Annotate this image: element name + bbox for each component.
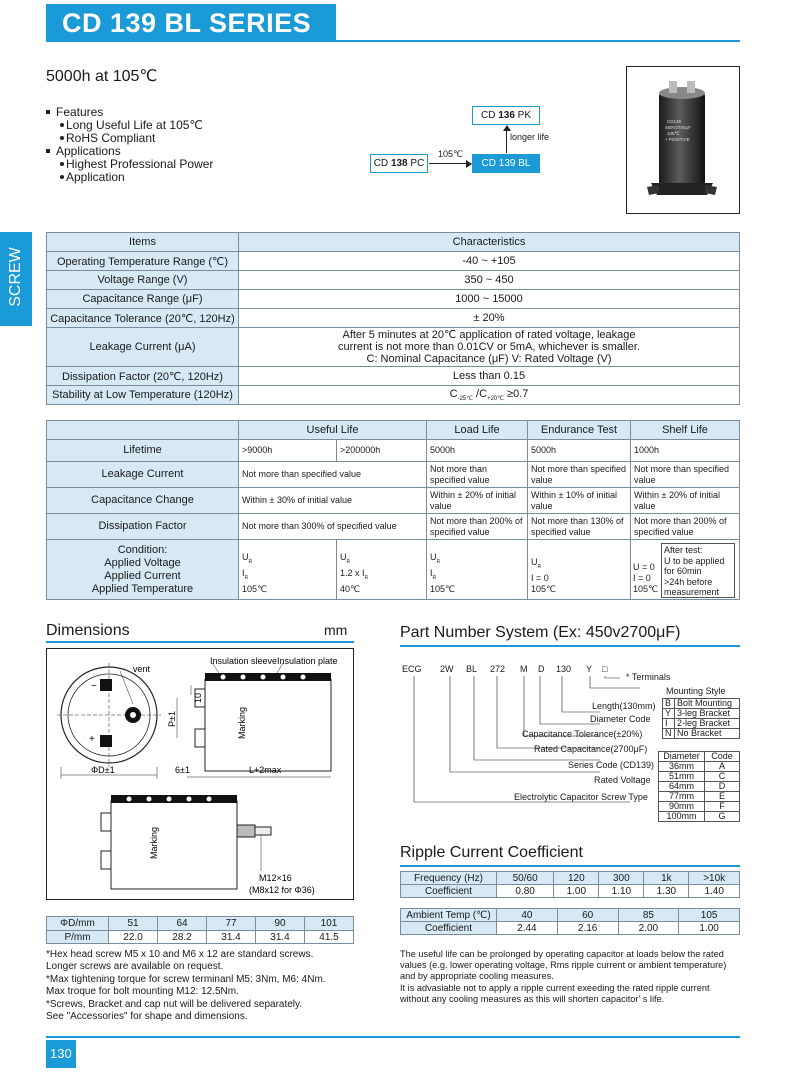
top-rule [46,40,740,42]
diameter-table [658,751,740,822]
spec-value: 1000 ~ 15000 [239,290,740,309]
application-text: Application [66,170,125,184]
mount-desc: No Bracket [675,729,740,739]
condition-label: Condition: [117,543,168,556]
life-cell: Not more than 300% of specified value [239,514,427,540]
dimensions-rule [46,641,354,643]
cond-t: 105℃ [430,584,456,594]
spec-item: Voltage Range (V) [47,271,239,290]
freq-label: Frequency (Hz) [401,872,497,885]
life-head: Endurance Test [528,421,631,440]
cond-i: I = 0 [633,573,651,583]
mount-desc: 2-leg Bracket [675,719,740,729]
note-line: and by appropriate cooling measures. [400,971,554,982]
marking-label: Marking [237,706,247,739]
dimension-table [46,916,354,944]
temp-cell: 60 [557,909,618,922]
subtitle: 5000h at 105℃ [46,68,158,85]
series-title-bar [46,4,336,40]
cond-sub: R [432,575,437,581]
spec-item: Stability at Low Temperature (120Hz) [47,386,239,405]
mount-code: I [663,719,675,729]
bullet-dot-icon [60,136,64,140]
life-cell: Not more than specified value [631,462,740,488]
side-tab-label: SCREW [7,247,24,307]
mounting-table [662,698,740,739]
after-test-line: measurement [664,587,720,597]
coef-cell: 1.30 [644,885,689,898]
life-cell: Not more than specified value [427,462,528,488]
feature-text: Long Useful Life at 105℃ [66,118,203,132]
cond-u: U [340,552,347,563]
life-cell: Within ± 20% of initial value [427,488,528,514]
bullet-dot-icon [60,162,64,166]
coef-cell: 1.00 [554,885,599,898]
photo-print: + POSITIVE [665,137,690,142]
spec-value: Less than 0.15 [239,367,740,386]
stab-value: ≥0.7 [503,387,529,400]
after-test-line: for 60min [664,566,702,576]
vent-label: vent [133,664,151,674]
leakage-line: C: Nominal Capacitance (μF) V: Rated Voltage (V) [366,353,612,365]
life-table [46,420,740,600]
insulation-sleeve-label: Insulation sleeve [210,656,278,666]
dia-code: E [705,792,740,802]
life-cell: >200000h [337,440,427,462]
life-head-blank [47,421,239,440]
bullet-square-icon [46,149,50,153]
temp-cell: 105 [679,909,740,922]
life-cell: 1000h [631,440,740,462]
flow-temp-label: 105℃ [438,149,464,159]
cond-i: I = 0 [531,573,549,583]
phi-cell: 64 [158,917,207,931]
product-photo [626,66,740,214]
dia-cell: 77mm [659,792,705,802]
p-cell: 28.2 [158,931,207,944]
applications-label: Applications [56,144,121,158]
p-cell: 31.4 [256,931,305,944]
dimensions-heading: Dimensions [46,622,130,639]
spec-item: Capacitance Tolerance (20℃, 120Hz) [47,309,239,328]
leakage-line: current is not more than 0.01CV or 5mA, whichever is smaller. [337,341,640,353]
stab-sub: +20℃ [487,396,504,403]
mount-code: B [663,699,675,709]
cond-sub: R [248,559,253,566]
dia-head: Diameter [659,752,705,762]
phid-label: ΦD±1 [91,765,115,775]
pn-series-code: Series Code (CD139) [568,760,655,770]
condition-label: Applied Temperature [91,582,194,595]
freq-cell: 50/60 [497,872,554,885]
pn-leader-lines [400,674,643,806]
p-cell: 31.4 [207,931,256,944]
cond-t: 105℃ [531,584,557,594]
photo-print: CD139 [667,119,682,124]
mount-desc: Bolt Mounting [675,699,740,709]
life-head: Load Life [427,421,528,440]
svg-text:−: − [91,681,97,692]
life-cell: Within ± 20% of initial value [631,488,740,514]
dia-cell: 51mm [659,772,705,782]
dimensions-unit: mm [324,622,348,638]
application-text: Highest Professional Power [66,157,214,171]
after-test-box [661,543,735,598]
flow-arrow-right [429,163,471,164]
phi-cell: 77 [207,917,256,931]
life-cell: Within ± 10% of initial value [528,488,631,514]
flow-box-cd139bl: CD 139 BL [472,154,540,173]
pn-code: ECG [402,664,422,674]
note-line: without any cooling measures as this will shorten capacitor' s life. [400,993,665,1004]
pn-length: Length(130mm) [592,701,656,711]
leakage-value [239,328,740,367]
stab-slash: /C [473,387,488,400]
longer-life-label: longer life [510,132,550,142]
phi-cell: 90 [256,917,305,931]
m12-label: M12×16 [259,873,292,883]
photo-print: 105℃ [667,131,680,136]
spec-item: Leakage Current (μA) [47,328,239,367]
bullet-square-icon [46,110,50,114]
freq-cell: >10k [689,872,740,885]
life-cell: Not more than 200% of specified value [631,514,740,540]
bullet-dot-icon [60,123,64,127]
spec-item: Dissipation Factor (20℃, 120Hz) [47,367,239,386]
ripple-temp-table [400,908,740,935]
freq-cell: 1k [644,872,689,885]
part-number-rule [400,645,740,647]
life-cell: Not more than specified value [528,462,631,488]
pn-ecs-type: Electrolytic Capacitor Screw Type [514,792,648,802]
pn-tolerance: Capacitance Tolerance(±20%) [522,729,643,739]
insulation-plate-label: Insulation plate [277,656,338,666]
coef-label: Coefficient [401,922,497,935]
phi-cell: 101 [305,917,354,931]
ten-label: 10 [193,692,203,703]
p-label-cell: P/mm [47,931,109,944]
mount-code: N [663,729,675,739]
flow-box-cd138pc [370,154,428,173]
cond-sub: R [436,559,441,566]
coef-cell: 1.10 [599,885,644,898]
life-cell: Not more than specified value [239,462,427,488]
cond-u: U = 0 [633,562,655,572]
pn-code: BL [466,664,478,674]
mounting-style-label: Mounting Style [666,686,726,696]
note-line: Max troque for bolt mounting M12: 12.5Nm. [46,986,239,998]
freq-cell: 120 [554,872,599,885]
freq-cell: 300 [599,872,644,885]
spec-item: Capacitance Range (μF) [47,290,239,309]
cond-sub: R [364,575,369,581]
condition-cell [337,540,427,600]
cond-u: U [531,557,538,568]
coef-cell: 1.40 [689,885,740,898]
after-test-line: U to be applied [664,555,725,566]
dia-code: G [705,812,740,822]
feature-text: RoHS Compliant [66,131,156,145]
pn-code: 130 [556,664,572,674]
temp-cell: 85 [618,909,679,922]
page-number-box [46,1040,76,1068]
terminals-label: * Terminals [626,672,671,682]
arrow-up-icon [503,125,511,131]
cond-sub: R [244,575,249,581]
features-label: Features [56,105,104,119]
flow-suffix: PK [514,110,532,121]
dia-code: C [705,772,740,782]
coef-cell: 0.80 [497,885,554,898]
condition-cell [239,540,337,600]
cond-t: 40℃ [340,584,361,594]
dia-code: A [705,762,740,772]
cond-u: U [242,552,249,563]
ripple-heading: Ripple Current Coefficient [400,844,583,861]
ripple-freq-table [400,871,740,898]
note-line: The useful life can be prolonged by operating capacitor at loads below the rated [400,949,724,959]
p-cell: 22.0 [109,931,158,944]
arrow-right-icon [466,160,472,168]
svg-text:+: + [89,734,95,745]
after-test-line: After test: [664,545,703,555]
temp-label: Ambient Temp (℃) [401,909,497,922]
life-row-label: Capacitance Change [47,488,239,514]
life-row-label: Lifetime [47,440,239,462]
flow-prefix: CD [373,158,391,169]
life-head: Shelf Life [631,421,740,440]
flow-suffix: PC [407,158,425,169]
series-title: CD 139 BL SERIES [62,8,312,38]
note-line: *Hex head screw M5 x 10 and M6 x 12 are standard screws. [46,949,314,960]
flow-prefix: CD [480,110,499,121]
dia-head: Code [705,752,740,762]
bottom-rule [46,1036,740,1038]
temp-coef-cell: 2.00 [618,922,679,935]
part-number-heading: Part Number System (Ex: 450v2700μF) [400,624,681,641]
side-tab [0,232,32,326]
application-item [60,171,125,184]
cond-sub: R [537,564,542,570]
shelf-cond [633,562,663,595]
dimension-drawing [46,648,354,900]
p-label: P±1 [167,711,177,727]
condition-cell [528,540,631,600]
spec-value: -40 ~ +105 [239,252,740,271]
pn-rated-cap: Rated Capacitance(2700μF) [534,744,648,754]
dia-cell: 90mm [659,802,705,812]
condition-label: Applied Current [104,569,181,582]
pn-rated-voltage: Rated Voltage [594,775,651,785]
temp-coef-cell: 2.16 [557,922,618,935]
condition-cell [427,540,528,600]
leakage-line: After 5 minutes at 20℃ application of rated voltage, leakage [342,329,636,341]
condition-labels [47,540,239,600]
marking-label-2: Marking [149,826,159,859]
stability-value [239,386,740,405]
ripple-notes [400,949,726,1005]
pn-code: □ [602,664,608,674]
note-line: values (e.g. lower operating voltage, Rms ripple current or ambient temperature) [400,960,727,971]
coef-label: Coefficient [401,885,497,898]
dia-cell: 100mm [659,812,705,822]
life-cell: Within ± 30% of initial value [239,488,427,514]
phi-cell: 51 [109,917,158,931]
cond-i: I [430,568,433,579]
dimension-notes [46,949,326,1023]
temp-cell: 40 [497,909,558,922]
life-row-label: Dissipation Factor [47,514,239,540]
dia-code: F [705,802,740,812]
note-line: Longer screws are available on request. [46,961,224,973]
cond-sub: R [346,559,351,566]
flow-num: 138 [390,158,408,169]
pn-code: 2W [440,664,454,674]
dia-code: D [705,782,740,792]
pn-diameter-code: Diameter Code [590,714,651,724]
cond-i: I [242,568,245,579]
note-line: *Screws, Bracket and cap nut will be delivered separately. [46,998,303,1010]
pn-code: M [520,664,528,674]
spec-table [46,232,740,405]
length-label: L+2max [249,765,282,775]
p-cell: 41.5 [305,931,354,944]
pn-code: Y [586,664,593,674]
condition-label: Applied Voltage [104,556,181,569]
after-test-line: >24h before [664,576,713,587]
spec-head-char: Characteristics [239,233,740,252]
page-number: 130 [50,1046,72,1061]
life-cell: >9000h [239,440,337,462]
pn-code: 272 [490,664,506,674]
m8-label: (M8x12 for Φ36) [249,885,315,895]
spec-head-items: Items [47,233,239,252]
cond-i: 1.2 x I [340,568,365,579]
condition-cell-shelf [631,540,740,600]
spec-item: Operating Temperature Range (℃) [47,252,239,271]
photo-print: 450V2700μF [665,125,691,130]
life-row-label: Leakage Current [47,462,239,488]
bullet-dot-icon [60,175,64,179]
spec-value: ± 20% [239,309,740,328]
stab-c: C [449,387,458,400]
ripple-rule [400,865,740,867]
cond-t: 105℃ [633,584,659,594]
note-line: See "Accessories" for shape and dimensions. [46,1011,248,1023]
stab-sub: -25℃ [457,396,473,403]
phi-label: ΦD/mm [47,917,109,931]
life-cell: 5000h [427,440,528,462]
cond-t: 105℃ [242,584,268,594]
life-cell: Not more than 200% of specified value [427,514,528,540]
pn-code: D [538,664,545,674]
cond-u: U [430,552,437,563]
life-head: Useful Life [239,421,427,440]
six-label: 6±1 [175,765,190,775]
temp-coef-cell: 2.44 [497,922,558,935]
flow-box-cd136pk [472,106,540,125]
note-line: It is advasiable not to apply a ripple current exeeding the rated ripple current [400,982,710,993]
life-cell: 5000h [528,440,631,462]
spec-value: 350 ~ 450 [239,271,740,290]
dia-cell: 36mm [659,762,705,772]
note-line: *Max tightening torque for screw terminanl M5: 3Nm, M6: 4Nm. [46,973,326,985]
dia-cell: 64mm [659,782,705,792]
mount-code: Y [663,709,675,719]
mount-desc: 3-leg Bracket [675,709,740,719]
temp-coef-cell: 1.00 [679,922,740,935]
life-cell: Not more than 130% of specified value [528,514,631,540]
flow-num: 136 [498,110,515,121]
